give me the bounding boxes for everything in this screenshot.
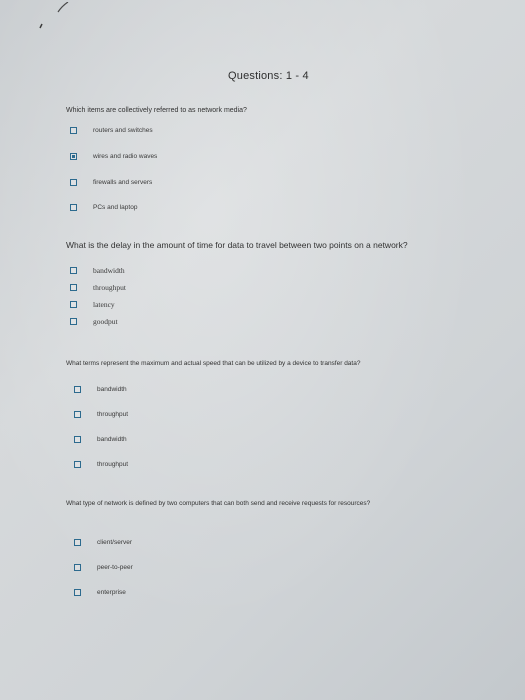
checkbox[interactable] <box>74 461 81 468</box>
option-label: throughput <box>97 461 129 468</box>
checkbox[interactable] <box>70 284 77 291</box>
q3-option-2[interactable] <box>74 411 128 418</box>
checkbox[interactable] <box>70 153 77 160</box>
q3-option-3[interactable] <box>74 436 127 443</box>
q4-option-3[interactable] <box>74 589 126 596</box>
q2-option-3[interactable] <box>70 300 115 309</box>
option-label: throughput <box>93 283 126 292</box>
q2-option-4[interactable] <box>70 317 118 326</box>
option-label: firewalls and servers <box>93 179 153 186</box>
question-2-text: What is the delay in the amount of time for data to travel between two points on a network? <box>66 240 408 250</box>
option-label: enterprise <box>97 589 126 596</box>
checkbox[interactable] <box>74 411 81 418</box>
question-4-text: What type of network is defined by two computers that can both send and receive requests for resources? <box>66 500 371 507</box>
option-label: bandwidth <box>93 266 125 275</box>
option-label: client/server <box>97 539 133 546</box>
option-label: bandwidth <box>97 436 127 443</box>
q4-option-1[interactable] <box>74 539 132 546</box>
question-3-text: What terms represent the maximum and actual speed that can be utilized by a device to transfer data? <box>66 360 361 367</box>
checkbox[interactable] <box>70 127 77 134</box>
q3-option-4[interactable] <box>74 461 128 468</box>
q3-option-1[interactable] <box>74 386 127 393</box>
q1-option-1[interactable] <box>70 127 153 134</box>
option-label: goodput <box>93 317 118 326</box>
checkbox[interactable] <box>74 564 81 571</box>
checkbox[interactable] <box>70 204 77 211</box>
option-label: routers and switches <box>93 127 153 134</box>
checkbox[interactable] <box>74 589 81 596</box>
option-label: latency <box>93 300 115 309</box>
q1-option-2[interactable] <box>70 153 157 160</box>
checkbox[interactable] <box>74 386 81 393</box>
checkbox[interactable] <box>70 318 77 325</box>
checkbox[interactable] <box>70 267 77 274</box>
option-label: peer-to-peer <box>97 564 133 571</box>
checkbox[interactable] <box>70 179 77 186</box>
q1-option-3[interactable] <box>70 179 152 186</box>
checkbox[interactable] <box>74 539 81 546</box>
checkbox[interactable] <box>70 301 77 308</box>
option-label: wires and radio waves <box>93 153 158 160</box>
checkbox[interactable] <box>74 436 81 443</box>
q2-option-1[interactable] <box>70 266 125 275</box>
page-title: Questions: 1 - 4 <box>228 70 309 82</box>
option-label: bandwidth <box>97 386 127 393</box>
q4-option-2[interactable] <box>74 564 133 571</box>
q1-option-4[interactable] <box>70 204 137 211</box>
q2-option-2[interactable] <box>70 283 126 292</box>
option-label: PCs and laptop <box>93 204 138 211</box>
question-1-text: Which items are collectively referred to as network media? <box>66 107 247 114</box>
pen-mark-icon <box>38 2 78 32</box>
option-label: throughput <box>97 411 129 418</box>
